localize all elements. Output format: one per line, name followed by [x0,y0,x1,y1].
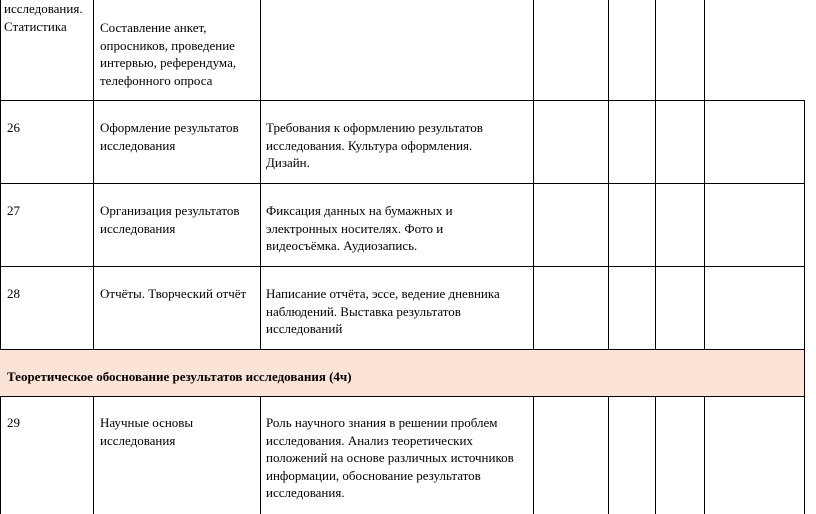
topic-cell: Научные основы исследования [100,415,194,448]
column-divider [655,396,656,514]
column-divider [804,349,805,397]
row-number-cell: 29 [7,415,20,430]
row-divider [0,396,804,397]
column-divider [533,396,534,514]
column-divider [608,396,609,514]
content-cell: Фиксация данных на бумажных и электронных носителях. Фото и видеосъёмка. Аудиозапись. [266,203,453,253]
row-divider [0,183,804,184]
row-number-cell: 28 [7,286,20,301]
content-cell: Роль научного знания в решении проблем исследования. Анализ теоретических положений на основе различных источников информации, обоснование результатов исследования. [266,415,514,500]
content-cell: Требования к оформлению результатов исследования. Культура оформления. Дизайн. [266,120,483,170]
column-divider [704,396,705,514]
column-divider [0,0,1,350]
column-divider [608,0,609,350]
column-divider [804,100,805,350]
row-divider [0,266,804,267]
topic-cell: Отчёты. Творческий отчёт [100,286,247,301]
column-divider [0,396,1,514]
row-divider [0,100,804,101]
row-number-cell: 27 [7,203,20,218]
column-divider [93,396,94,514]
row-number-cell: 26 [7,120,20,135]
column-divider [804,396,805,514]
row-number-cell: исследования. Статистика [4,1,83,34]
topic-cell: Составление анкет, опросников, проведение интервью, референдума, телефонного опроса [100,20,237,88]
column-divider [655,0,656,350]
column-divider [260,396,261,514]
topic-cell: Организация результатов исследования [100,203,240,236]
topic-cell: Оформление результатов исследования [100,120,239,153]
row-divider [0,349,804,350]
section-title: Теоретическое обоснование результатов исследования (4ч) [7,369,352,384]
column-divider [533,0,534,350]
column-divider [260,0,261,350]
column-divider [704,0,705,350]
content-cell: Написание отчёта, эссе, ведение дневника наблюдений. Выставка результатов исследований [266,286,500,336]
column-divider [93,0,94,350]
